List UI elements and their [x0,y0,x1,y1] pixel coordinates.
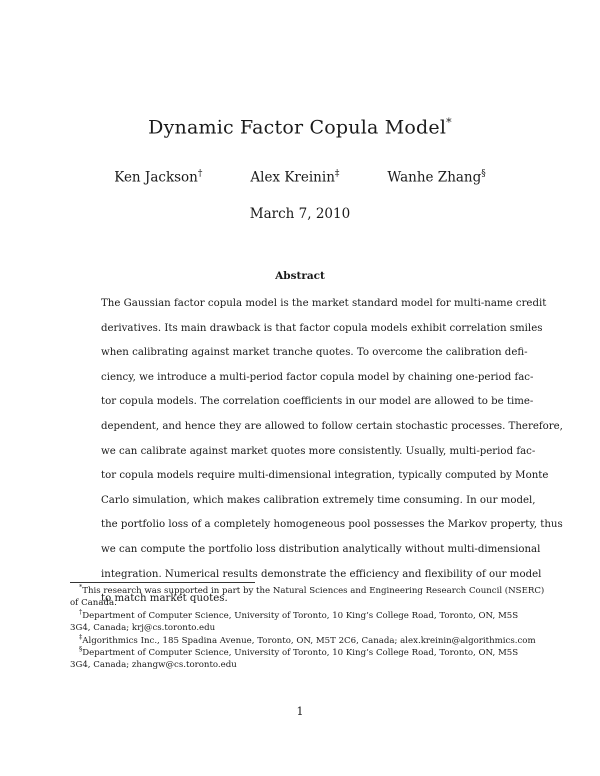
footnote-mark: † [79,607,83,616]
footnote-text: Department of Computer Science, University of Toronto, 10 King’s College Road, Toronto, ON, M5S [82,648,519,659]
author [114,169,202,186]
footnote-text: Algorithmics Inc., 185 Spadina Avenue, Toronto, ON, M5T 2C6, Canada; alex.kreinin@algorithmics.com [82,635,536,646]
abstract-line: the portfolio loss of a completely homogeneous pool possesses the Markov property, thus [101,519,563,531]
author-footnote-mark: ‡ [334,169,340,179]
footnote [70,607,532,635]
footnote-text: of Canada. [70,598,117,609]
page-number: 1 [296,705,304,718]
abstract-line: Carlo simulation, which makes calibration extremely time consuming. In our model, [101,494,536,506]
author [387,169,485,186]
footnote-text: 3G4, Canada; krj@cs.toronto.edu [70,623,216,634]
abstract-line: we can compute the portfolio loss distribution analytically without multi-dimensional [101,543,541,555]
author-footnote-mark: § [481,169,486,179]
footnote-text: Department of Computer Science, University of Toronto, 10 King’s College Road, Toronto, ON, M5S [82,610,519,621]
footnote-text: This research was supported in part by the Natural Sciences and Engineering Research Council (NSERC) [82,586,545,596]
abstract-heading: Abstract [275,270,325,282]
paper-date: March 7, 2010 [249,206,351,222]
footnote [70,632,536,647]
author-list [0,169,600,186]
abstract-line: ciency, we introduce a multi-period factor copula model by chaining one-period fac- [101,371,534,383]
abstract-line: integration. Numerical results demonstrate the efficiency and flexibility of our model [101,568,542,580]
abstract-line: tor copula models require multi-dimensional integration, typically computed by Monte [101,470,549,482]
footnote [70,647,532,672]
title-footnote-mark: * [446,116,452,129]
author-name: Alex Kreinin [250,169,335,186]
abstract-line: when calibrating against market tranche quotes. To overcome the calibration defi- [101,347,528,359]
footnote-mark: * [79,583,83,592]
paper-title [0,116,600,138]
paper-title-text: Dynamic Factor Copula Model [148,116,447,139]
abstract-line: The Gaussian factor copula model is the market standard model for multi-name credit [101,298,547,309]
author-footnote-mark: † [197,169,203,179]
abstract-line: tor copula models. The correlation coefficients in our model are allowed to be time- [101,396,534,408]
abstract-line: derivatives. Its main drawback is that factor copula models exhibit correlation smiles [101,322,543,334]
author [250,169,339,186]
footnote-mark: § [79,645,83,654]
abstract-line: to match market quotes. [101,593,228,605]
footnote-mark: ‡ [79,632,83,641]
abstract-line: dependent, and hence they are allowed to follow certain stochastic processes. Therefore, [101,420,563,432]
abstract-body [101,292,563,612]
author-name: Ken Jackson [114,169,198,186]
footnotes [70,583,545,672]
author-name: Wanhe Zhang [387,169,482,186]
footnote-text: 3G4, Canada; zhangw@cs.toronto.edu [70,660,237,671]
footnote [70,583,545,610]
footnote-divider [70,582,255,583]
abstract-line: we can calibrate against market quotes more consistently. Usually, multi-period fac- [101,445,536,457]
